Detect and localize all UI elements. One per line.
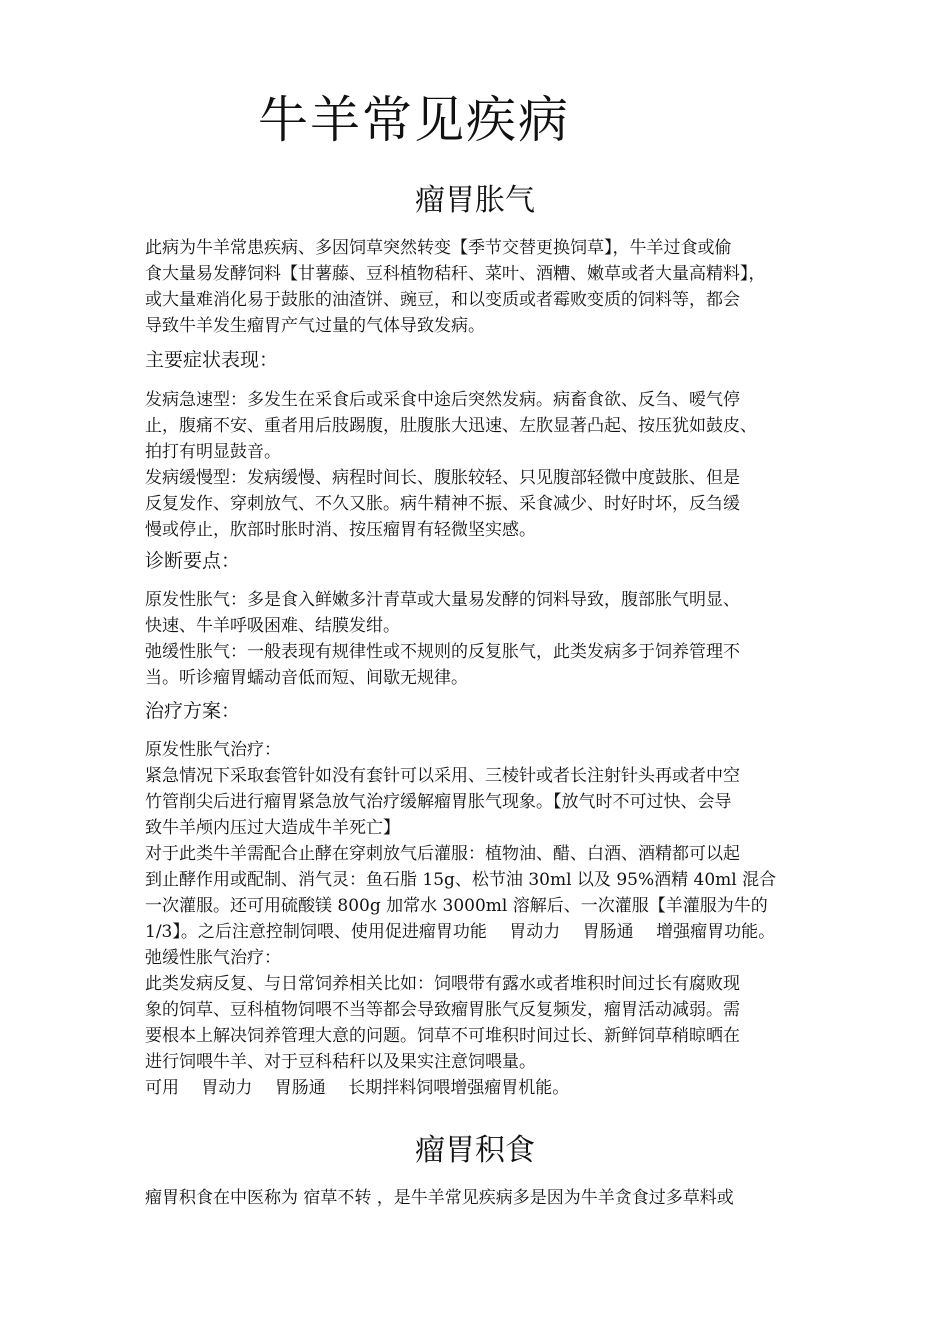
text-line: 要根本上解决饲养管理大意的问题。饲草不可堆积时间过长、新鲜饲草稍晾晒在 [145, 1026, 740, 1046]
treatment-heading: 治疗方案： [145, 700, 241, 722]
text-line: 此类发病反复、与日常饲养相关比如：饲喂带有露水或者堆积时间过长有腐败现 [145, 974, 740, 994]
text-line: 致牛羊颅内压过大造成牛羊死亡】 [145, 818, 400, 838]
section-heading-bloat: 瘤胃胀气 [415, 183, 535, 218]
text-line: 快速、牛羊呼吸困难、结膜发绀。 [145, 616, 400, 636]
text-line: 原发性胀气：多是食入鲜嫩多汁青草或大量易发酵的饲料导致，腹部胀气明显、 [145, 590, 740, 610]
text-line: 当。听诊瘤胃蠕动音低而短、间歇无规律。 [145, 668, 468, 688]
text-line: 1/3】。之后注意控制饲喂、使用促进瘤胃功能 胃动力 胃肠通 增强瘤胃功能。 [145, 922, 776, 942]
diagnosis-heading: 诊断要点： [145, 550, 241, 572]
text-line: 食大量易发酵饲料【甘薯藤、豆科植物秸秆、菜叶、酒糟、嫩草或者大量高精料】， [145, 264, 766, 284]
text-line: 弛缓性胀气治疗： [145, 948, 281, 968]
intro-paragraph [145, 235, 807, 339]
text-line: 紧急情况下采取套管针如没有套针可以采用、三棱针或者长注射针头再或者中空 [145, 766, 740, 786]
document-title: 牛羊常见疾病 [258, 91, 570, 149]
text-line: 对于此类牛羊需配合止酵在穿刺放气后灌服：植物油、醋、白酒、酒精都可以起 [145, 844, 740, 864]
text-line: 此病为牛羊常患疾病、多因饲草突然转变【季节交替更换饲草】，牛羊过食或偷 [145, 238, 732, 258]
text-line: 一次灌服。还可用硫酸镁 800g 加常水 3000ml 溶解后、一次灌服【羊灌服为牛的 [145, 896, 768, 916]
text-line: 导致牛羊发生瘤胃产气过量的气体导致发病。 [145, 316, 485, 336]
text-line: 发病急速型：多发生在采食后或采食中途后突然发病。病畜食欲、反刍、嗳气停 [145, 390, 740, 410]
text-line: 止，腹痛不安、重者用后肢踢腹，肚腹胀大迅速、左肷显著凸起、按压犹如鼓皮、 [145, 416, 757, 436]
text-line: 瘤胃积食在中医称为 宿草不转 ，是牛羊常见疾病多是因为牛羊贪食过多草料或 [145, 1188, 734, 1208]
text-line: 或大量难消化易于鼓胀的油渣饼、豌豆，和以变质或者霉败变质的饲料等，都会 [145, 290, 740, 310]
text-line: 象的饲草、豆科植物饲喂不当等都会导致瘤胃胀气反复频发，瘤胃活动减弱。需 [145, 1000, 740, 1020]
text-line: 慢或停止，肷部时胀时消、按压瘤胃有轻微坚实感。 [145, 520, 536, 540]
text-line: 弛缓性胀气：一般表现有规律性或不规则的反复胀气，此类发病多于饲养管理不 [145, 642, 740, 662]
symptoms-paragraph [145, 387, 807, 543]
text-line: 反复发作、穿刺放气、不久又胀。病牛精神不振、采食减少、时好时坏，反刍缓 [145, 494, 740, 514]
diagnosis-paragraph [145, 587, 807, 691]
text-line: 发病缓慢型：发病缓慢、病程时间长、腹胀较轻、只见腹部轻微中度鼓胀、但是 [145, 468, 740, 488]
treatment-paragraph [145, 737, 807, 1101]
text-line: 拍打有明显鼓音。 [145, 442, 281, 462]
text-line: 进行饲喂牛羊、对于豆科秸秆以及果实注意饲喂量。 [145, 1052, 536, 1072]
text-line: 可用 胃动力 胃肠通 长期拌料饲喂增强瘤胃机能。 [145, 1078, 570, 1098]
symptoms-heading: 主要症状表现： [145, 349, 279, 371]
impaction-intro-paragraph [145, 1185, 807, 1211]
section-heading-impaction: 瘤胃积食 [415, 1133, 535, 1168]
text-line: 竹管削尖后进行瘤胃紧急放气治疗缓解瘤胃胀气现象。【放气时不可过快、会导 [145, 792, 732, 812]
text-line: 到止酵作用或配制、消气灵：鱼石脂 15g、松节油 30ml 以及 95%酒精 40ml 混合 [145, 870, 777, 890]
text-line: 原发性胀气治疗： [145, 740, 281, 760]
